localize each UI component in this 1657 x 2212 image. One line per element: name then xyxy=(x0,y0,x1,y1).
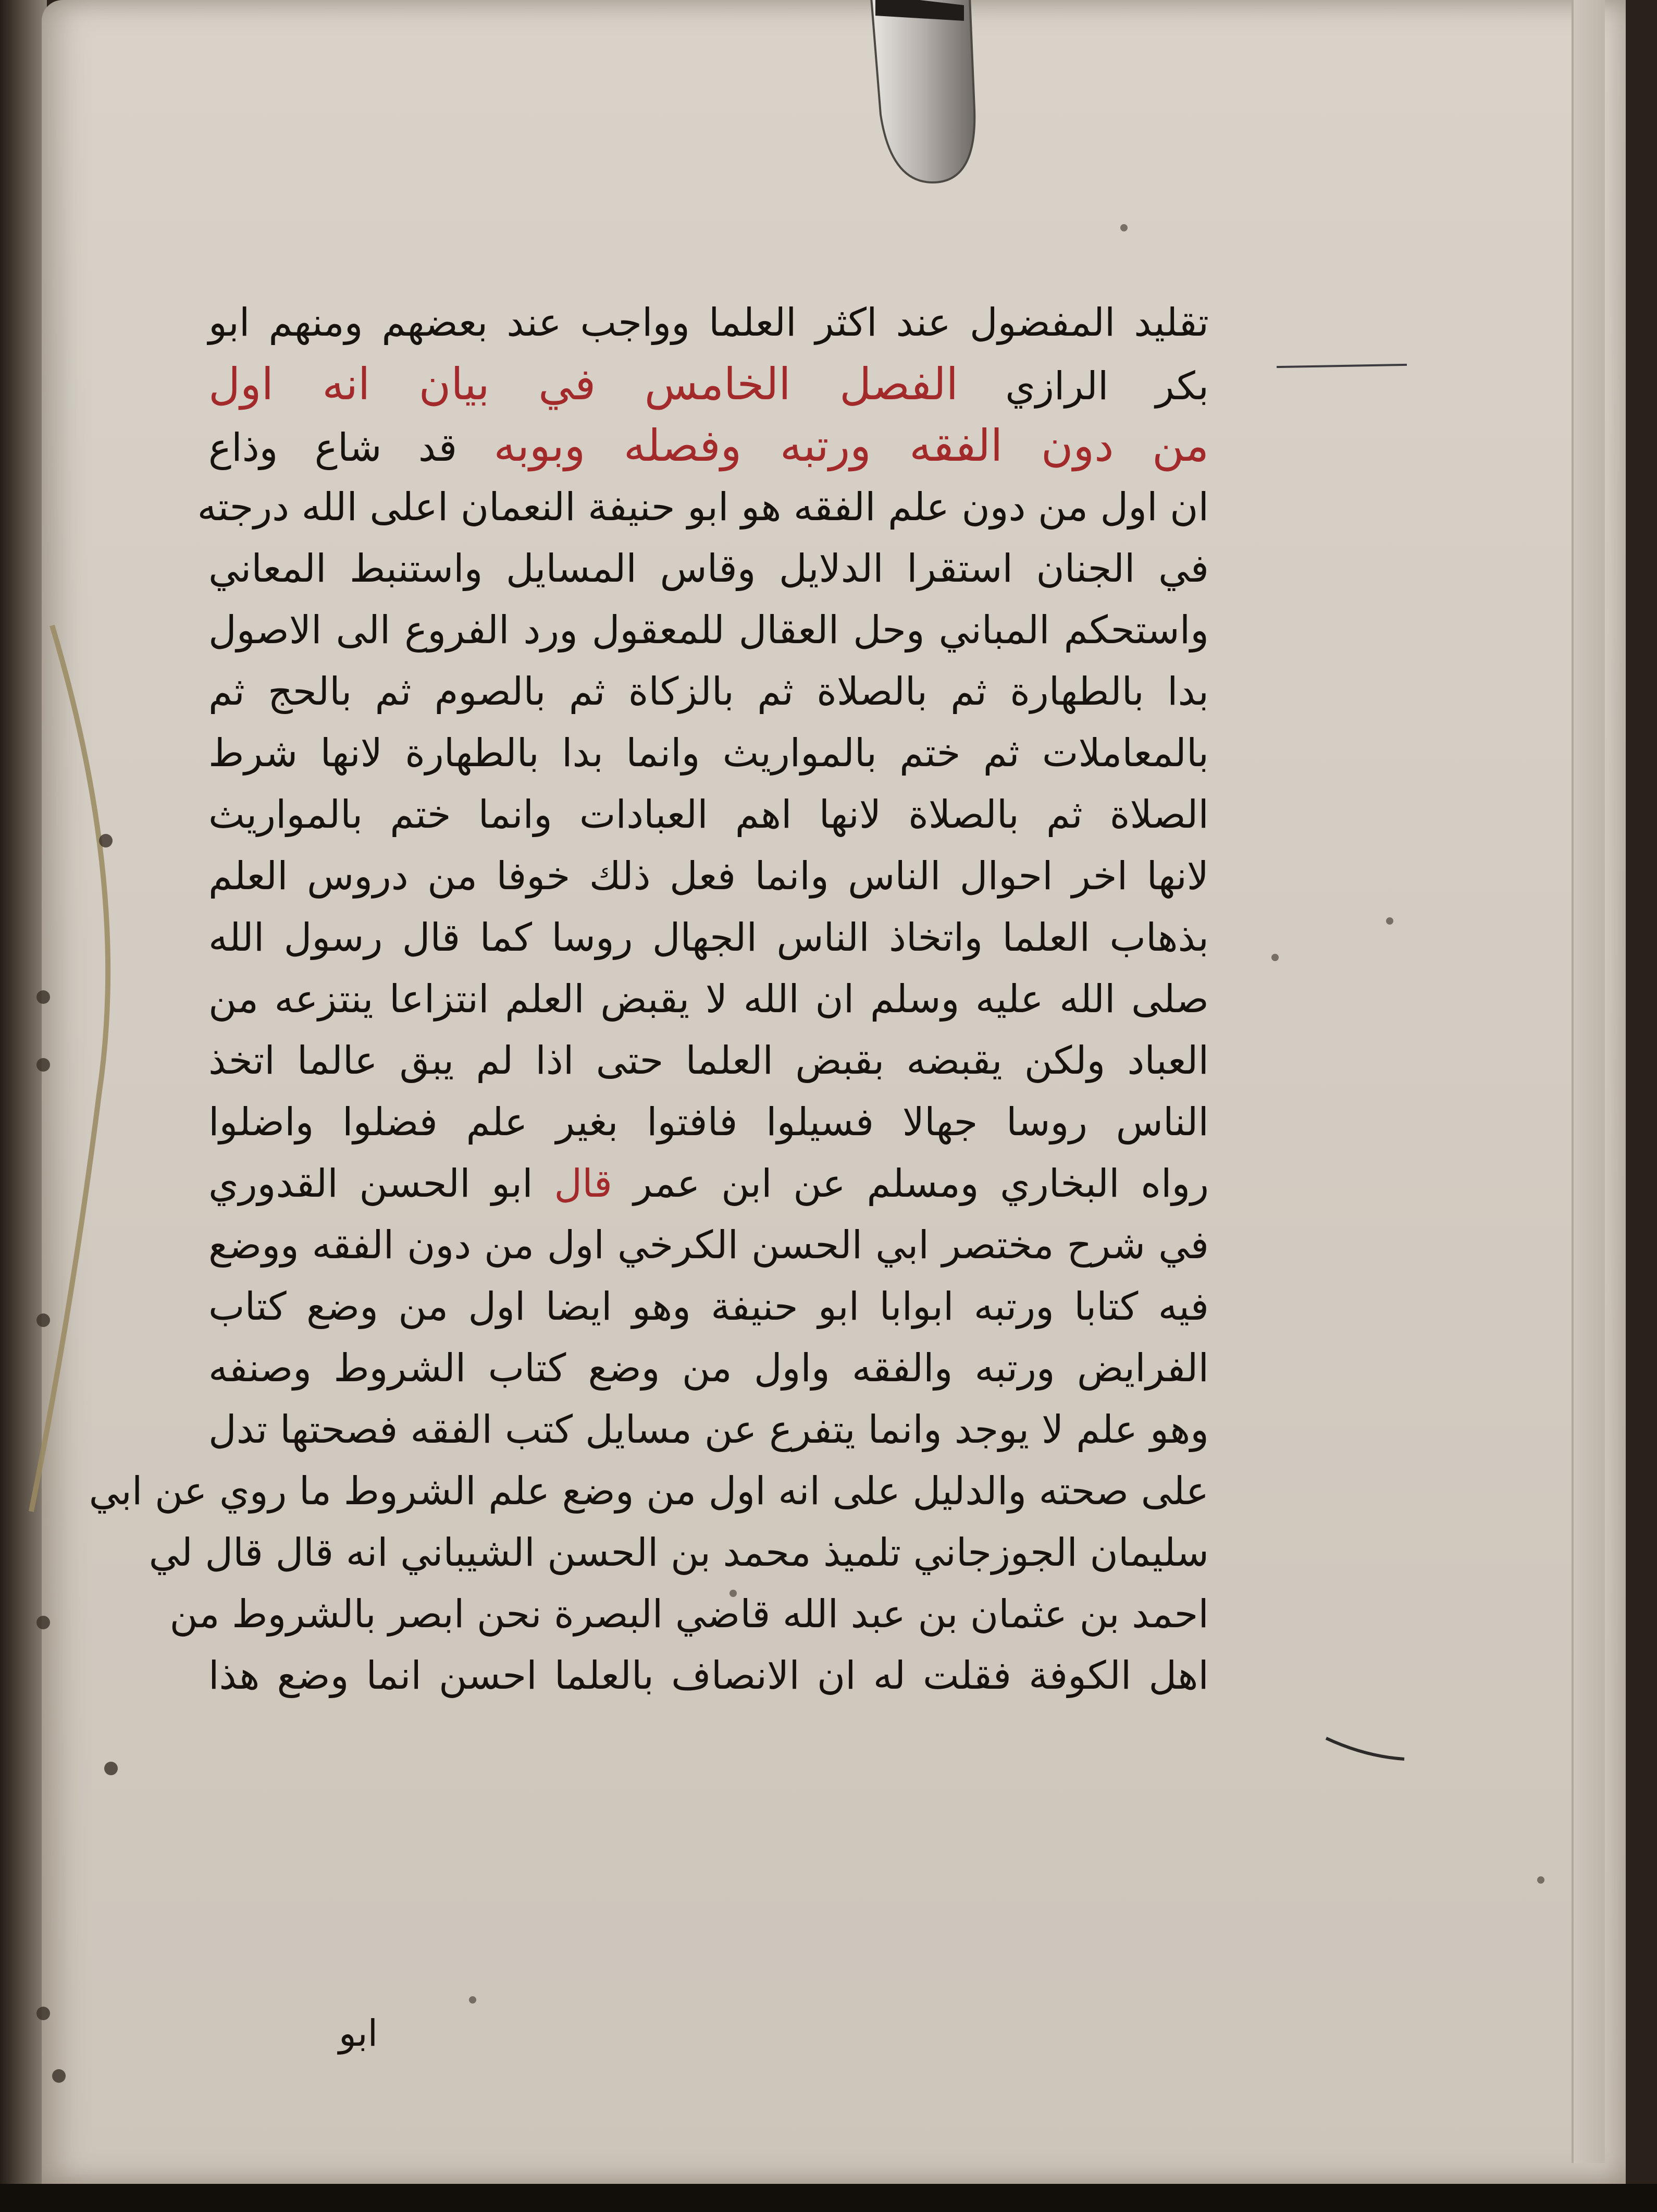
margin-ink-stroke xyxy=(1324,1733,1407,1764)
text-line xyxy=(208,415,1209,476)
text-line xyxy=(208,845,1209,907)
text-segment: تقليد المفضول عند اكثر العلما وواجب عند بعضهم ومنهم ابو xyxy=(208,300,1209,345)
text-segment: بكر الرازي xyxy=(958,364,1209,409)
text-line xyxy=(197,476,1209,538)
text-line xyxy=(208,1214,1209,1276)
text-line xyxy=(89,1460,1209,1522)
text-segment: احمد بن عثمان بن عبد الله قاضي البصرة نحن ابصر بالشروط من xyxy=(169,1592,1209,1637)
chapter-heading: الفصل الخامس في بيان انه اول xyxy=(208,359,958,410)
text-line xyxy=(208,722,1209,784)
text-line xyxy=(208,1153,1209,1214)
text-line xyxy=(208,968,1209,1030)
scan-bottom-edge xyxy=(0,2184,1657,2212)
text-line xyxy=(208,1399,1209,1460)
text-segment: رواه البخاري ومسلم عن ابن عمر xyxy=(612,1161,1209,1206)
text-segment: سليمان الجوزجاني تلميذ محمد بن الحسن الشيباني انه قال قال لي xyxy=(149,1530,1209,1575)
text-segment: العباد ولكن يقبضه بقبض العلما حتى اذا لم يبق عالما اتخذ xyxy=(208,1038,1209,1083)
text-segment: فيه كتابا ورتبه ابوابا ابو حنيفة وهو ايضا اول من وضع كتاب xyxy=(208,1284,1209,1329)
text-segment: بدا بالطهارة ثم بالصلاة ثم بالزكاة ثم بالصوم ثم بالحج ثم xyxy=(208,669,1209,714)
text-line xyxy=(208,661,1209,722)
text-line xyxy=(169,1583,1209,1645)
text-segment: ان اول من دون علم الفقه هو ابو حنيفة النعمان اعلى الله درجته xyxy=(197,485,1209,530)
text-line xyxy=(208,1091,1209,1153)
text-line xyxy=(208,292,1209,353)
chapter-heading: من دون الفقه ورتبه وفصله وبوبه xyxy=(493,420,1209,471)
clip-icon xyxy=(855,0,985,193)
text-line xyxy=(208,907,1209,968)
text-segment: لانها اخر احوال الناس وانما فعل ذلك خوفا من دروس العلم xyxy=(208,854,1209,899)
text-segment: الناس روسا جهالا فسيلوا فافتوا بغير علم فضلوا واضلوا xyxy=(208,1100,1209,1145)
text-segment: في الجنان استقرا الدلايل وقاس المسايل واستنبط المعاني xyxy=(208,546,1209,591)
text-segment: صلى الله عليه وسلم ان الله لا يقبض العلم انتزاعا ينتزعه من xyxy=(208,977,1209,1022)
text-segment: اهل الكوفة فقلت له ان الانصاف بالعلما احسن انما وضع هذا xyxy=(208,1653,1209,1698)
text-segment: بذهاب العلما واتخاذ الناس الجهال روسا كما قال رسول الله xyxy=(208,915,1209,960)
text-line xyxy=(208,1645,1209,1706)
text-line xyxy=(208,1276,1209,1337)
text-segment: الفرايض ورتبه والفقه واول من وضع كتاب الشروط وصنفه xyxy=(208,1346,1209,1391)
manuscript-text xyxy=(89,292,1209,1706)
page-fold-curve xyxy=(10,625,115,1511)
text-segment: ابو الحسن القدوري xyxy=(208,1161,554,1206)
text-line xyxy=(208,538,1209,599)
text-line xyxy=(149,1522,1209,1583)
catchword: ابو xyxy=(339,2012,378,2055)
text-segment: على صحته والدليل على انه اول من وضع علم الشروط ما روي عن ابي xyxy=(89,1469,1209,1514)
text-line xyxy=(208,1030,1209,1091)
text-segment: في شرح مختصر ابي الحسن الكرخي اول من دون الفقه ووضع xyxy=(208,1223,1209,1268)
text-segment: وهو علم لا يوجد وانما يتفرع عن مسايل كتب الفقه فصحتها تدل xyxy=(208,1407,1209,1452)
text-line xyxy=(208,784,1209,845)
text-segment: الصلاة ثم بالصلاة لانها اهم العبادات وانما ختم بالمواريث xyxy=(208,792,1209,837)
text-line xyxy=(208,1337,1209,1399)
rubric-word: قال xyxy=(554,1161,613,1206)
text-segment: واستحكم المباني وحل العقال للمعقول ورد الفروع الى الاصول xyxy=(208,608,1209,653)
page-edge xyxy=(1572,0,1605,2163)
text-segment: بالمعاملات ثم ختم بالمواريث وانما بدا بالطهارة لانها شرط xyxy=(208,731,1209,776)
text-segment: قد شاع وذاع xyxy=(208,425,494,470)
text-line xyxy=(208,599,1209,661)
text-line xyxy=(208,353,1209,415)
